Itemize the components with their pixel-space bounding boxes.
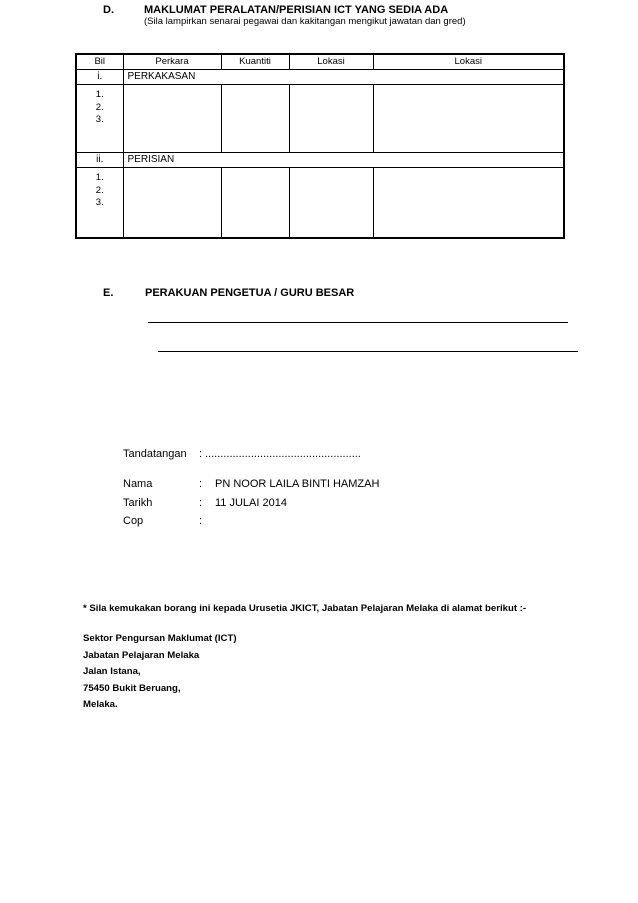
header-lokasi-1: Lokasi <box>289 54 373 70</box>
signature-dotted-line: ................................................... <box>205 448 361 460</box>
group-name: PERKAKASAN <box>123 70 564 85</box>
tandatangan-colon: : <box>199 448 203 460</box>
item-number: 1. <box>95 172 104 183</box>
perkara-cell <box>123 168 221 239</box>
header-perkara: Perkara <box>123 54 221 70</box>
tarikh-value: 11 JULAI 2014 <box>215 497 287 509</box>
item-numbers-cell <box>76 85 123 153</box>
address-line: Sektor Pengursan Maklumat (ICT) <box>83 633 237 644</box>
item-number: 1. <box>95 89 104 100</box>
header-bil: Bil <box>76 54 123 70</box>
section-e-label: E. <box>103 287 114 299</box>
comment-line <box>158 351 578 352</box>
perkara-cell <box>123 85 221 153</box>
lokasi-cell <box>289 85 373 153</box>
lokasi-cell <box>373 85 564 153</box>
table-header-row <box>76 54 564 70</box>
address-line: 75450 Bukit Beruang, <box>83 682 181 694</box>
group-bil: ii. <box>76 153 123 168</box>
comment-line <box>148 322 568 323</box>
item-number: 2. <box>95 101 104 113</box>
section-d-label: D. <box>103 4 114 16</box>
footer-instruction: * Sila kemukakan borang ini kepada Urusetia JKICT, Jabatan Pelajaran Melaka di alamat berikut :- <box>83 603 527 614</box>
mailing-address <box>83 631 237 714</box>
nama-colon: : <box>199 478 203 490</box>
section-e-title: PERAKUAN PENGETUA / GURU BESAR <box>145 287 355 299</box>
tarikh-label: Tarikh <box>123 497 153 509</box>
item-number: 3. <box>95 114 104 125</box>
header-lokasi-2: Lokasi <box>373 54 564 70</box>
table-row <box>76 85 564 153</box>
item-number: 3. <box>95 197 104 208</box>
lokasi-cell <box>373 168 564 239</box>
item-number: 2. <box>95 184 104 196</box>
lokasi-cell <box>289 168 373 239</box>
nama-label: Nama <box>123 478 153 490</box>
address-line: Jabatan Pelajaran Melaka <box>83 649 200 661</box>
cop-label: Cop <box>123 515 144 527</box>
address-line: Jalan Istana, <box>83 666 141 677</box>
header-kuantiti: Kuantiti <box>221 54 289 70</box>
group-name: PERISIAN <box>123 153 564 168</box>
nama-value: PN NOOR LAILA BINTI HAMZAH <box>215 478 380 490</box>
tarikh-colon: : <box>199 497 203 509</box>
ict-equipment-table <box>75 53 565 239</box>
cop-colon: : <box>199 515 203 527</box>
group-bil: i. <box>76 70 123 85</box>
tandatangan-label: Tandatangan <box>123 448 187 460</box>
table-group-row-perkakasan <box>76 70 564 85</box>
kuantiti-cell <box>221 168 289 239</box>
table-row <box>76 168 564 239</box>
address-line: Melaka. <box>83 699 118 710</box>
kuantiti-cell <box>221 85 289 153</box>
item-numbers-cell <box>76 168 123 239</box>
table-group-row-perisian <box>76 153 564 168</box>
section-d-note: (Sila lampirkan senarai pegawai dan kakitangan mengikut jawatan dan gred) <box>144 16 466 27</box>
section-d-title: MAKLUMAT PERALATAN/PERISIAN ICT YANG SEDIA ADA <box>144 4 449 16</box>
